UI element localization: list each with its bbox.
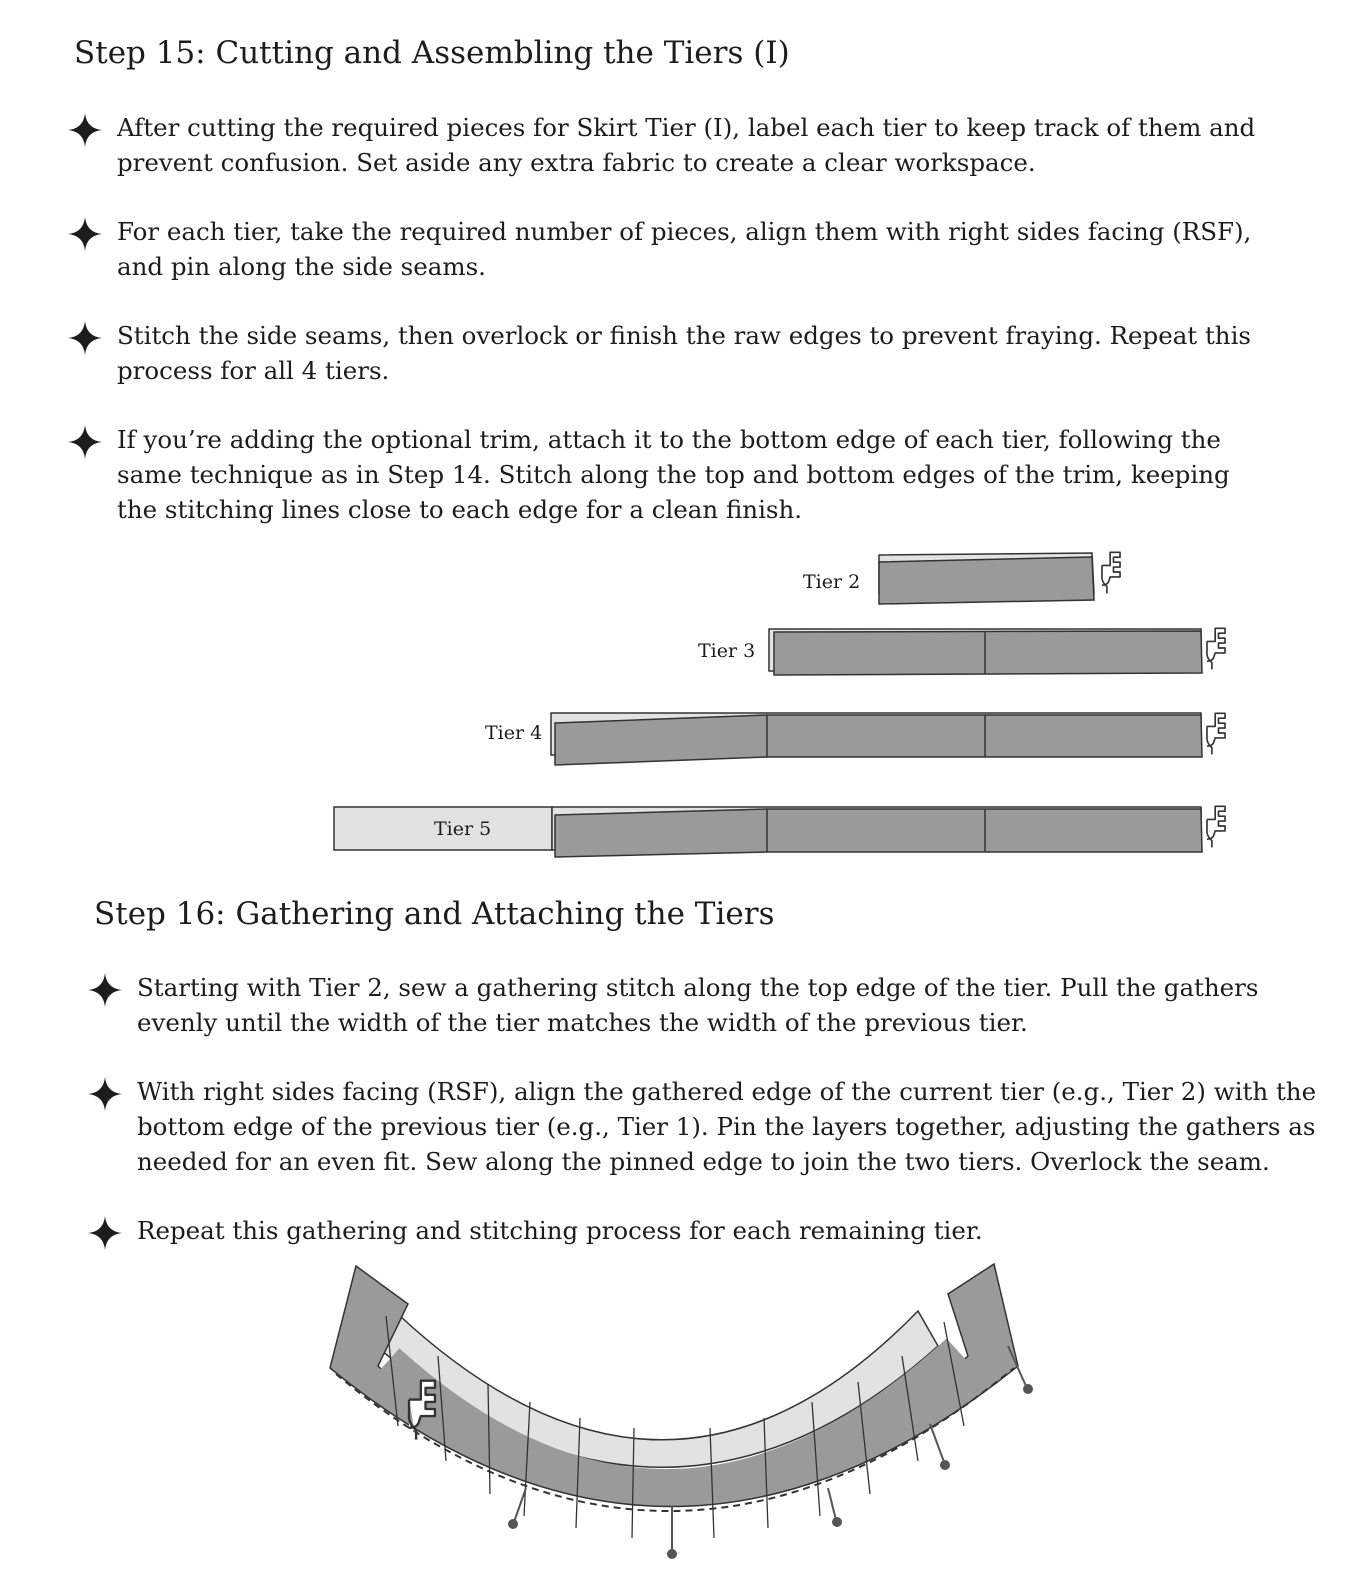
- presser-foot-icon: [1207, 628, 1225, 669]
- step-16-heading: Step 16: Gathering and Attaching the Tiers: [94, 896, 775, 932]
- four-point-star-icon: [68, 321, 102, 355]
- tier-4-strip: [551, 713, 1225, 765]
- four-point-star-icon: [68, 425, 102, 459]
- step-16-instructions: [88, 970, 1338, 1282]
- list-item: [68, 422, 1268, 527]
- step-15-instructions: [68, 110, 1268, 561]
- four-point-star-icon: [88, 1077, 122, 1111]
- presser-foot-icon: [1102, 552, 1120, 593]
- list-item: [88, 1074, 1338, 1179]
- list-item: [88, 1213, 1338, 1248]
- instruction-text: With right sides facing (RSF), align the gathered edge of the current tier (e.g., Tier 2) with the bottom edge of the previous tier (e.g., Tier 1). Pin the layers together, adjusting the gathers as needed for an even fit. Sew along the pinned edge to join the two tiers. Overlock the seam.: [137, 1077, 1317, 1176]
- presser-foot-icon: [1207, 806, 1225, 847]
- list-item: [68, 110, 1268, 180]
- four-point-star-icon: [68, 217, 102, 251]
- list-item: [88, 970, 1338, 1040]
- step-15-heading: Step 15: Cutting and Assembling the Tiers (I): [74, 35, 790, 71]
- four-point-star-icon: [68, 113, 102, 147]
- list-item: [68, 318, 1268, 388]
- instruction-text: For each tier, take the required number of pieces, align them with right sides facing (RSF), and pin along the side seams.: [117, 217, 1252, 281]
- four-point-star-icon: [88, 1216, 122, 1250]
- tier-3-strip: [769, 628, 1225, 675]
- instruction-text: After cutting the required pieces for Skirt Tier (I), label each tier to keep track of them and prevent confusion. Set aside any extra fabric to create a clear workspace.: [117, 113, 1256, 177]
- four-point-star-icon: [88, 973, 122, 1007]
- tier-2-strip: [879, 552, 1120, 604]
- instruction-text: If you’re adding the optional trim, attach it to the bottom edge of each tier, following the same technique as in Step 14. Stitch along the top and bottom edges of the trim, keeping the stitching lines close to each edge for a clean finish.: [117, 425, 1230, 524]
- instruction-text: Stitch the side seams, then overlock or finish the raw edges to prevent fraying. Repeat this process for all 4 tiers.: [117, 321, 1251, 385]
- tier-4-label: Tier 4: [485, 722, 543, 744]
- instruction-text: Starting with Tier 2, sew a gathering stitch along the top edge of the tier. Pull the gathers evenly until the width of the tier matches the width of the previous tier.: [137, 973, 1259, 1037]
- tier-3-label: Tier 3: [698, 640, 756, 662]
- presser-foot-icon: [1207, 713, 1225, 754]
- list-item: [68, 214, 1268, 284]
- tier-5-label: Tier 5: [434, 818, 492, 840]
- gathered-tier-illustration: [318, 1256, 1038, 1566]
- tiers-assembly-illustration: [300, 545, 1240, 865]
- instruction-text: Repeat this gathering and stitching process for each remaining tier.: [137, 1216, 983, 1245]
- tier-2-label: Tier 2: [803, 571, 861, 593]
